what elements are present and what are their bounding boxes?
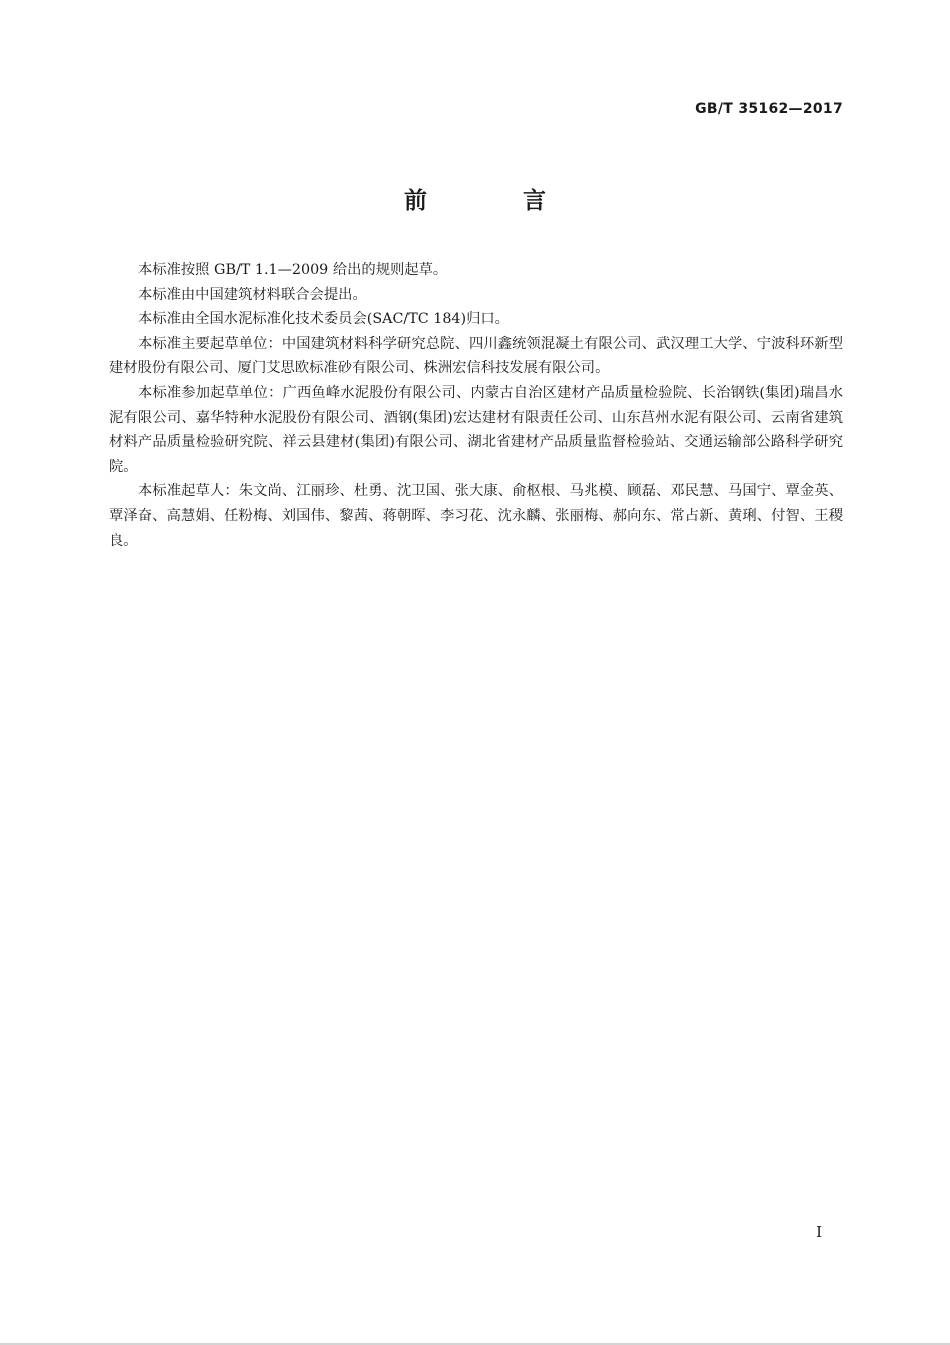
standard-code: GB/T 35162—2017 [695,101,843,117]
paragraph-participating-units: 本标准参加起草单位：广西鱼峰水泥股份有限公司、内蒙古自治区建材产品质量检验院、长治钢铁(集团)瑞昌水泥有限公司、嘉华特种水泥股份有限公司、酒钢(集团)宏达建材有限责任公司、山东莒州水泥有限公司、云南省建筑材料产品质量检验研究院、祥云县建材(集团)有限公司、湖北省建材产品质量监督检验站、交通运输部公路科学研究院。 [109,384,843,475]
page-number: I [816,1223,822,1241]
paragraph-drafters: 本标准起草人：朱文尚、江丽珍、杜勇、沈卫国、张大康、俞枢根、马兆模、顾磊、邓民慧、马国宁、覃金英、覃泽奋、高慧娟、任粉梅、刘国伟、黎茜、蒋朝晖、李习花、沈永麟、张丽梅、郝向东、常占新、黄琍、付智、王稷良。 [109,483,843,549]
page-title: 前 言 [403,188,590,214]
paragraph-governing-body: 本标准由全国水泥标准化技术委员会(SAC/TC 184)归口。 [138,311,509,328]
paragraph-proposer: 本标准由中国建筑材料联合会提出。 [138,286,367,303]
paragraph-drafting-rules: 本标准按照 GB/T 1.1—2009 给出的规则起草。 [138,262,448,278]
paragraph-main-drafting-units: 本标准主要起草单位：中国建筑材料科学研究总院、四川鑫统领混凝土有限公司、武汉理工大学、宁波科环新型建材股份有限公司、厦门艾思欧标准砂有限公司、株洲宏信科技发展有限公司。 [109,335,843,377]
foreword-body [109,258,843,553]
